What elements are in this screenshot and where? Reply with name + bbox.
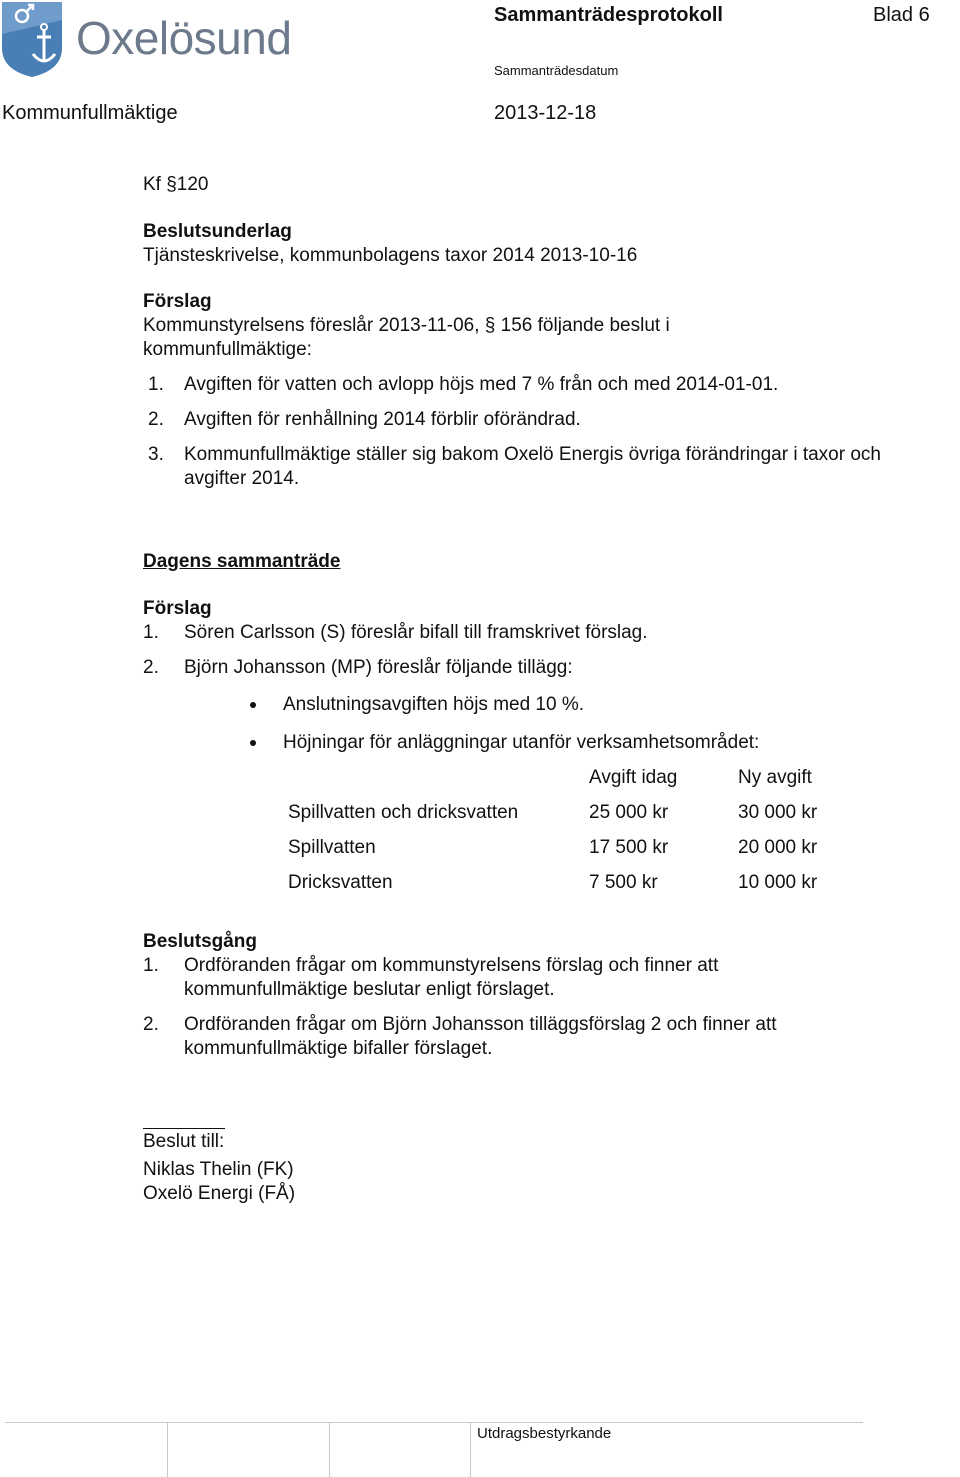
forslag-item-text: Avgiften för vatten och avlopp höjs med 7 % från och med 2014-01-01.	[184, 374, 779, 395]
footer-divider	[5, 1422, 863, 1423]
forslag-item-number: 3.	[148, 444, 164, 465]
dagens-item-text: Björn Johansson (MP) föreslår följande tillägg:	[184, 657, 573, 678]
table-cell-current-fee: 25 000 kr	[589, 802, 669, 823]
table-cell-current-fee: 7 500 kr	[589, 872, 658, 893]
table-cell-new-fee: 20 000 kr	[738, 837, 818, 858]
beslutsgang-item-number: 1.	[143, 955, 159, 976]
footer-signature-box-divider	[167, 1422, 168, 1477]
beslutsgang-item-number: 2.	[143, 1014, 159, 1035]
table-cell-category: Spillvatten	[288, 837, 376, 858]
table-cell-current-fee: 17 500 kr	[589, 837, 669, 858]
beslutsgang-item-text-cont: kommunfullmäktige bifaller förslaget.	[184, 1038, 493, 1059]
case-reference: Kf §120	[143, 174, 209, 195]
dagens-forslag-heading: Förslag	[143, 598, 212, 619]
page-number: Blad 6	[873, 4, 930, 26]
beslutsunderlag-heading: Beslutsunderlag	[143, 221, 292, 242]
divider	[143, 1128, 225, 1129]
beslutsgang-item-text: Ordföranden frågar om kommunstyrelsens förslag och finner att	[184, 955, 719, 976]
dagens-item-number: 2.	[143, 657, 159, 678]
beslutsgang-item-text: Ordföranden frågar om Björn Johansson tilläggsförslag 2 och finner att	[184, 1014, 777, 1035]
table-cell-new-fee: 10 000 kr	[738, 872, 818, 893]
beslutsgang-item-text-cont: kommunfullmäktige beslutar enligt förslaget.	[184, 979, 555, 1000]
bullet-icon	[250, 702, 256, 708]
footer-signature-box-divider	[329, 1422, 330, 1477]
recipient: Oxelö Energi (FÅ)	[143, 1183, 296, 1204]
table-cell-category: Spillvatten och dricksvatten	[288, 802, 519, 823]
forslag-item-number: 1.	[148, 374, 164, 395]
bullet-text: Höjningar för anläggningar utanför verksamhetsområdet:	[283, 732, 760, 753]
table-cell-category: Dricksvatten	[288, 872, 393, 893]
recipient: Niklas Thelin (FK)	[143, 1159, 294, 1180]
dagens-item-text: Sören Carlsson (S) föreslår bifall till framskrivet förslag.	[184, 622, 648, 643]
document-type: Sammanträdesprotokoll	[494, 4, 723, 26]
forslag-item-number: 2.	[148, 409, 164, 430]
beslutsunderlag-text: Tjänsteskrivelse, kommunbolagens taxor 2014 2013-10-16	[143, 245, 638, 266]
forslag-item-text-cont: avgifter 2014.	[184, 468, 300, 489]
table-cell-new-fee: 30 000 kr	[738, 802, 818, 823]
bullet-text: Anslutningsavgiften höjs med 10 %.	[283, 694, 585, 715]
date-label: Sammanträdesdatum	[494, 63, 619, 78]
coat-of-arms-icon	[0, 0, 64, 78]
forslag-heading: Förslag	[143, 291, 212, 312]
municipality-logo	[0, 0, 340, 80]
beslutsgang-heading: Beslutsgång	[143, 931, 258, 952]
forslag-item-text: Kommunfullmäktige ställer sig bakom Oxelö Energis övriga förändringar i taxor och	[184, 444, 881, 465]
table-header-current-fee: Avgift idag	[589, 767, 678, 788]
dagens-sammantrade-heading: Dagens sammanträde	[143, 551, 341, 572]
logo-wordmark: Oxelösund	[76, 12, 292, 64]
footer-signature-box-divider	[470, 1422, 471, 1477]
forslag-item-text: Avgiften för renhållning 2014 förblir oförändrad.	[184, 409, 581, 430]
beslut-till-label: Beslut till:	[143, 1131, 225, 1152]
forslag-intro-line1: Kommunstyrelsens föreslår 2013-11-06, § 156 följande beslut i	[143, 315, 670, 336]
body-name: Kommunfullmäktige	[2, 102, 178, 124]
bullet-icon	[250, 740, 256, 746]
dagens-item-number: 1.	[143, 622, 159, 643]
forslag-intro-line2: kommunfullmäktige:	[143, 339, 312, 360]
table-header-new-fee: Ny avgift	[738, 767, 812, 788]
footer-certification-label: Utdragsbestyrkande	[477, 1425, 612, 1442]
meeting-date: 2013-12-18	[494, 102, 597, 124]
